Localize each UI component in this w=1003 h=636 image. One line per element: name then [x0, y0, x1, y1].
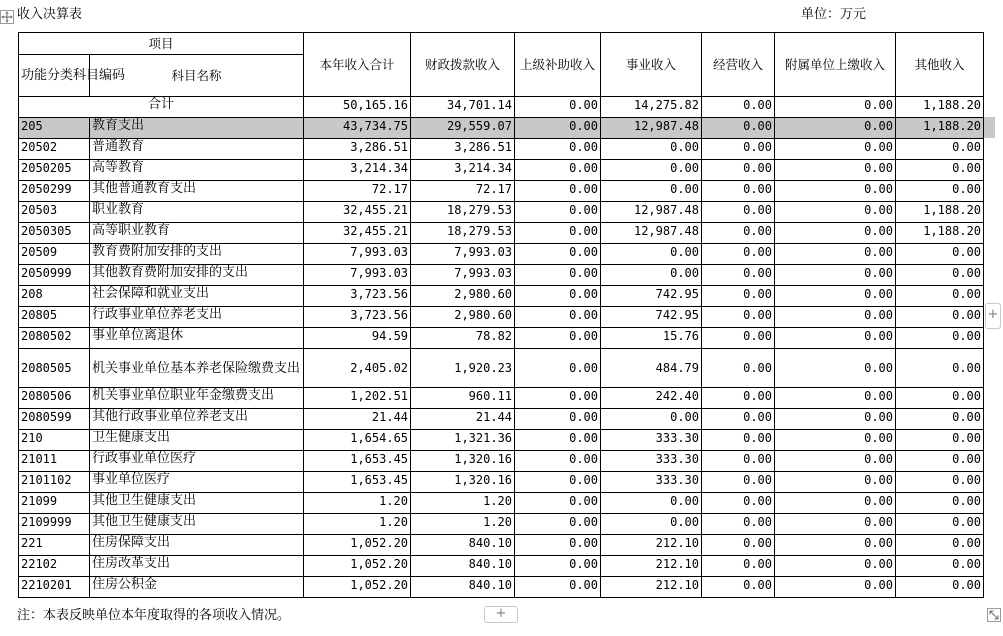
- amount-cell: 0.00: [775, 160, 896, 181]
- amount-cell: 18,279.53: [411, 223, 515, 244]
- amount-cell: 0.00: [515, 328, 601, 349]
- amount-cell: 0.00: [775, 223, 896, 244]
- table-row[interactable]: [19, 388, 984, 409]
- amount-cell: 0.00: [775, 472, 896, 493]
- amount-cell: 0.00: [775, 430, 896, 451]
- amount-cell: 21.44: [304, 409, 411, 430]
- add-row-button[interactable]: +: [484, 606, 518, 623]
- table-row[interactable]: [19, 349, 984, 388]
- amount-cell: 0.00: [702, 286, 775, 307]
- function-code-cell: 20503: [19, 202, 90, 223]
- subject-name-cell: 社会保障和就业支出: [90, 286, 304, 307]
- subject-name-cell: 机关事业单位职业年金缴费支出: [90, 388, 304, 409]
- function-code-cell: 2210201: [19, 577, 90, 598]
- amount-cell: 333.30: [601, 430, 702, 451]
- amount-cell: 0.00: [896, 328, 984, 349]
- amount-cell: 0.00: [775, 139, 896, 160]
- header-col-business-income: 事业收入: [601, 33, 702, 97]
- amount-cell: 742.95: [601, 307, 702, 328]
- total-value: 0.00: [702, 97, 775, 118]
- total-row[interactable]: [19, 97, 984, 118]
- table-row[interactable]: [19, 244, 984, 265]
- amount-cell: 333.30: [601, 472, 702, 493]
- amount-cell: 0.00: [702, 307, 775, 328]
- amount-cell: 3,723.56: [304, 307, 411, 328]
- amount-cell: 0.00: [601, 265, 702, 286]
- amount-cell: 0.00: [775, 577, 896, 598]
- amount-cell: 0.00: [775, 451, 896, 472]
- amount-cell: 0.00: [896, 349, 984, 388]
- amount-cell: 7,993.03: [411, 244, 515, 265]
- amount-cell: 1,188.20: [896, 223, 984, 244]
- table-row[interactable]: [19, 118, 984, 139]
- amount-cell: 0.00: [515, 181, 601, 202]
- amount-cell: 0.00: [515, 223, 601, 244]
- subject-name-cell: 其他卫生健康支出: [90, 493, 304, 514]
- function-code-cell: 208: [19, 286, 90, 307]
- table-row[interactable]: [19, 181, 984, 202]
- total-value: 14,275.82: [601, 97, 702, 118]
- amount-cell: 1,052.20: [304, 577, 411, 598]
- subject-name-cell: 行政事业单位养老支出: [90, 307, 304, 328]
- function-code-cell: 20805: [19, 307, 90, 328]
- amount-cell: 0.00: [775, 181, 896, 202]
- function-code-cell: 2080505: [19, 349, 90, 388]
- table-title: 收入决算表: [17, 7, 83, 22]
- header-col-operating-income: 经营收入: [702, 33, 775, 97]
- amount-cell: 0.00: [896, 388, 984, 409]
- amount-cell: 0.00: [896, 139, 984, 160]
- function-code-cell: 2080502: [19, 328, 90, 349]
- amount-cell: 0.00: [601, 160, 702, 181]
- table-row[interactable]: [19, 430, 984, 451]
- amount-cell: 0.00: [515, 286, 601, 307]
- amount-cell: 0.00: [896, 244, 984, 265]
- amount-cell: 0.00: [775, 202, 896, 223]
- total-value: 50,165.16: [304, 97, 411, 118]
- amount-cell: 0.00: [702, 514, 775, 535]
- amount-cell: 0.00: [702, 244, 775, 265]
- amount-cell: 94.59: [304, 328, 411, 349]
- amount-cell: 1,320.16: [411, 472, 515, 493]
- amount-cell: 1,321.36: [411, 430, 515, 451]
- amount-cell: 0.00: [515, 556, 601, 577]
- table-row[interactable]: [19, 202, 984, 223]
- amount-cell: 960.11: [411, 388, 515, 409]
- header-func-code: 功能分类科目编码: [19, 55, 90, 97]
- amount-cell: 2,980.60: [411, 286, 515, 307]
- amount-cell: 0.00: [896, 556, 984, 577]
- amount-cell: 18,279.53: [411, 202, 515, 223]
- amount-cell: 742.95: [601, 286, 702, 307]
- amount-cell: 1,188.20: [896, 118, 984, 139]
- amount-cell: 12,987.48: [601, 118, 702, 139]
- amount-cell: 3,214.34: [411, 160, 515, 181]
- amount-cell: 0.00: [702, 181, 775, 202]
- amount-cell: 0.00: [896, 472, 984, 493]
- table-row[interactable]: [19, 514, 984, 535]
- amount-cell: 0.00: [702, 388, 775, 409]
- total-label: 合计: [19, 97, 304, 118]
- amount-cell: 1,653.45: [304, 451, 411, 472]
- function-code-cell: 21099: [19, 493, 90, 514]
- amount-cell: 0.00: [775, 118, 896, 139]
- amount-cell: 15.76: [601, 328, 702, 349]
- amount-cell: 0.00: [601, 244, 702, 265]
- amount-cell: 12,987.48: [601, 202, 702, 223]
- amount-cell: 0.00: [702, 265, 775, 286]
- function-code-cell: 21011: [19, 451, 90, 472]
- amount-cell: 1,052.20: [304, 535, 411, 556]
- amount-cell: 0.00: [896, 160, 984, 181]
- table-row[interactable]: [19, 265, 984, 286]
- amount-cell: 212.10: [601, 577, 702, 598]
- amount-cell: 0.00: [702, 430, 775, 451]
- subject-name-cell: 住房保障支出: [90, 535, 304, 556]
- total-value: 0.00: [515, 97, 601, 118]
- amount-cell: 0.00: [702, 472, 775, 493]
- amount-cell: 1,653.45: [304, 472, 411, 493]
- subject-name-cell: 事业单位离退休: [90, 328, 304, 349]
- amount-cell: 1,202.51: [304, 388, 411, 409]
- amount-cell: 0.00: [702, 118, 775, 139]
- amount-cell: 1,654.65: [304, 430, 411, 451]
- amount-cell: 1.20: [304, 493, 411, 514]
- header-col-fiscal-appropriation: 财政拨款收入: [411, 33, 515, 97]
- amount-cell: 0.00: [515, 388, 601, 409]
- table-row[interactable]: [19, 286, 984, 307]
- amount-cell: 0.00: [775, 265, 896, 286]
- amount-cell: 0.00: [896, 430, 984, 451]
- amount-cell: 1.20: [304, 514, 411, 535]
- amount-cell: 0.00: [775, 286, 896, 307]
- table-row[interactable]: [19, 472, 984, 493]
- header-col-other-income: 其他收入: [896, 33, 984, 97]
- amount-cell: 0.00: [515, 139, 601, 160]
- amount-cell: 7,993.03: [411, 265, 515, 286]
- amount-cell: 0.00: [515, 409, 601, 430]
- amount-cell: 840.10: [411, 577, 515, 598]
- amount-cell: 0.00: [896, 577, 984, 598]
- function-code-cell: 20502: [19, 139, 90, 160]
- move-arrows-icon[interactable]: [0, 10, 14, 24]
- amount-cell: 0.00: [515, 514, 601, 535]
- amount-cell: 32,455.21: [304, 223, 411, 244]
- income-report-table: [18, 32, 984, 598]
- amount-cell: 72.17: [411, 181, 515, 202]
- amount-cell: 0.00: [515, 493, 601, 514]
- amount-cell: 1,320.16: [411, 451, 515, 472]
- amount-cell: 0.00: [775, 514, 896, 535]
- amount-cell: 484.79: [601, 349, 702, 388]
- function-code-cell: 2050999: [19, 265, 90, 286]
- subject-name-cell: 机关事业单位基本养老保险缴费支出: [90, 349, 304, 388]
- amount-cell: 0.00: [702, 160, 775, 181]
- subject-name-cell: 其他卫生健康支出: [90, 514, 304, 535]
- table-row[interactable]: [19, 451, 984, 472]
- table-row[interactable]: [19, 409, 984, 430]
- amount-cell: 0.00: [775, 328, 896, 349]
- amount-cell: 0.00: [775, 388, 896, 409]
- amount-cell: 0.00: [515, 160, 601, 181]
- amount-cell: 212.10: [601, 556, 702, 577]
- amount-cell: 0.00: [896, 307, 984, 328]
- amount-cell: 21.44: [411, 409, 515, 430]
- function-code-cell: 2050205: [19, 160, 90, 181]
- amount-cell: 3,286.51: [304, 139, 411, 160]
- function-code-cell: 221: [19, 535, 90, 556]
- header-col-subsidiary-turnover: 附属单位上缴收入: [775, 33, 896, 97]
- unit-label: 单位：万元: [801, 7, 867, 22]
- amount-cell: 0.00: [702, 139, 775, 160]
- subject-name-cell: 卫生健康支出: [90, 430, 304, 451]
- amount-cell: 1.20: [411, 493, 515, 514]
- amount-cell: 7,993.03: [304, 244, 411, 265]
- amount-cell: 0.00: [775, 349, 896, 388]
- amount-cell: 0.00: [515, 307, 601, 328]
- amount-cell: 0.00: [896, 286, 984, 307]
- subject-name-cell: 高等教育: [90, 160, 304, 181]
- header-project: 项目: [19, 33, 304, 55]
- amount-cell: 7,993.03: [304, 265, 411, 286]
- amount-cell: 0.00: [775, 535, 896, 556]
- amount-cell: 212.10: [601, 535, 702, 556]
- amount-cell: 0.00: [515, 451, 601, 472]
- amount-cell: 333.30: [601, 451, 702, 472]
- amount-cell: 0.00: [702, 577, 775, 598]
- amount-cell: 0.00: [515, 472, 601, 493]
- amount-cell: 0.00: [515, 349, 601, 388]
- amount-cell: 0.00: [515, 202, 601, 223]
- amount-cell: 1.20: [411, 514, 515, 535]
- amount-cell: 0.00: [515, 244, 601, 265]
- amount-cell: 0.00: [702, 328, 775, 349]
- amount-cell: 1,188.20: [896, 202, 984, 223]
- amount-cell: 0.00: [775, 493, 896, 514]
- function-code-cell: 2080599: [19, 409, 90, 430]
- amount-cell: 0.00: [702, 535, 775, 556]
- table-row[interactable]: [19, 160, 984, 181]
- header-col-total-income: 本年收入合计: [304, 33, 411, 97]
- subject-name-cell: 教育费附加安排的支出: [90, 244, 304, 265]
- amount-cell: 0.00: [515, 265, 601, 286]
- amount-cell: 840.10: [411, 535, 515, 556]
- amount-cell: 0.00: [601, 493, 702, 514]
- amount-cell: 242.40: [601, 388, 702, 409]
- amount-cell: 0.00: [601, 514, 702, 535]
- total-value: 34,701.14: [411, 97, 515, 118]
- subject-name-cell: 行政事业单位医疗: [90, 451, 304, 472]
- amount-cell: 0.00: [896, 535, 984, 556]
- amount-cell: 0.00: [515, 430, 601, 451]
- table-row[interactable]: [19, 535, 984, 556]
- amount-cell: 0.00: [896, 451, 984, 472]
- table-body: [19, 97, 984, 598]
- function-code-cell: 22102: [19, 556, 90, 577]
- amount-cell: 0.00: [601, 139, 702, 160]
- amount-cell: 0.00: [702, 223, 775, 244]
- subject-name-cell: 高等职业教育: [90, 223, 304, 244]
- function-code-cell: 2109999: [19, 514, 90, 535]
- amount-cell: 0.00: [702, 202, 775, 223]
- table-row[interactable]: [19, 139, 984, 160]
- subject-name-cell: 教育支出: [90, 118, 304, 139]
- function-code-cell: 2080506: [19, 388, 90, 409]
- amount-cell: 0.00: [702, 556, 775, 577]
- amount-cell: 72.17: [304, 181, 411, 202]
- subject-name-cell: 其他教育费附加安排的支出: [90, 265, 304, 286]
- table-row[interactable]: [19, 493, 984, 514]
- amount-cell: 0.00: [515, 577, 601, 598]
- subject-name-cell: 其他行政事业单位养老支出: [90, 409, 304, 430]
- amount-cell: 0.00: [775, 244, 896, 265]
- resize-diagonal-icon[interactable]: [987, 608, 1001, 622]
- amount-cell: 2,980.60: [411, 307, 515, 328]
- subject-name-cell: 事业单位医疗: [90, 472, 304, 493]
- table-row[interactable]: [19, 223, 984, 244]
- amount-cell: 0.00: [515, 535, 601, 556]
- subject-name-cell: 职业教育: [90, 202, 304, 223]
- subject-name-cell: 住房改革支出: [90, 556, 304, 577]
- amount-cell: 0.00: [775, 409, 896, 430]
- function-code-cell: 2050299: [19, 181, 90, 202]
- amount-cell: 0.00: [702, 349, 775, 388]
- header-subject-name: 科目名称: [90, 55, 304, 97]
- table-note: 注：本表反映单位本年度取得的各项收入情况。: [17, 608, 291, 623]
- amount-cell: 3,286.51: [411, 139, 515, 160]
- amount-cell: 0.00: [601, 181, 702, 202]
- amount-cell: 1,052.20: [304, 556, 411, 577]
- amount-cell: 29,559.07: [411, 118, 515, 139]
- table-row[interactable]: [19, 556, 984, 577]
- amount-cell: 0.00: [775, 307, 896, 328]
- amount-cell: 0.00: [896, 493, 984, 514]
- amount-cell: 1,920.23: [411, 349, 515, 388]
- amount-cell: 0.00: [702, 451, 775, 472]
- amount-cell: 0.00: [702, 409, 775, 430]
- amount-cell: 0.00: [896, 265, 984, 286]
- table-row[interactable]: [19, 577, 984, 598]
- amount-cell: 0.00: [896, 409, 984, 430]
- amount-cell: 0.00: [601, 409, 702, 430]
- selected-row-highlight-extension: [983, 117, 995, 138]
- table-row[interactable]: [19, 328, 984, 349]
- subject-name-cell: 其他普通教育支出: [90, 181, 304, 202]
- amount-cell: 0.00: [896, 181, 984, 202]
- header-col-superior-subsidy: 上级补助收入: [515, 33, 601, 97]
- amount-cell: 0.00: [515, 118, 601, 139]
- amount-cell: 2,405.02: [304, 349, 411, 388]
- amount-cell: 43,734.75: [304, 118, 411, 139]
- amount-cell: 0.00: [896, 514, 984, 535]
- subject-name-cell: 住房公积金: [90, 577, 304, 598]
- function-code-cell: 20509: [19, 244, 90, 265]
- amount-cell: 840.10: [411, 556, 515, 577]
- function-code-cell: 2101102: [19, 472, 90, 493]
- amount-cell: 0.00: [775, 556, 896, 577]
- total-value: 1,188.20: [896, 97, 984, 118]
- function-code-cell: 205: [19, 118, 90, 139]
- amount-cell: 12,987.48: [601, 223, 702, 244]
- function-code-cell: 210: [19, 430, 90, 451]
- function-code-cell: 2050305: [19, 223, 90, 244]
- amount-cell: 3,723.56: [304, 286, 411, 307]
- total-value: 0.00: [775, 97, 896, 118]
- subject-name-cell: 普通教育: [90, 139, 304, 160]
- table-row[interactable]: [19, 307, 984, 328]
- amount-cell: 3,214.34: [304, 160, 411, 181]
- add-column-button[interactable]: +: [985, 303, 1001, 329]
- amount-cell: 0.00: [702, 493, 775, 514]
- amount-cell: 78.82: [411, 328, 515, 349]
- amount-cell: 32,455.21: [304, 202, 411, 223]
